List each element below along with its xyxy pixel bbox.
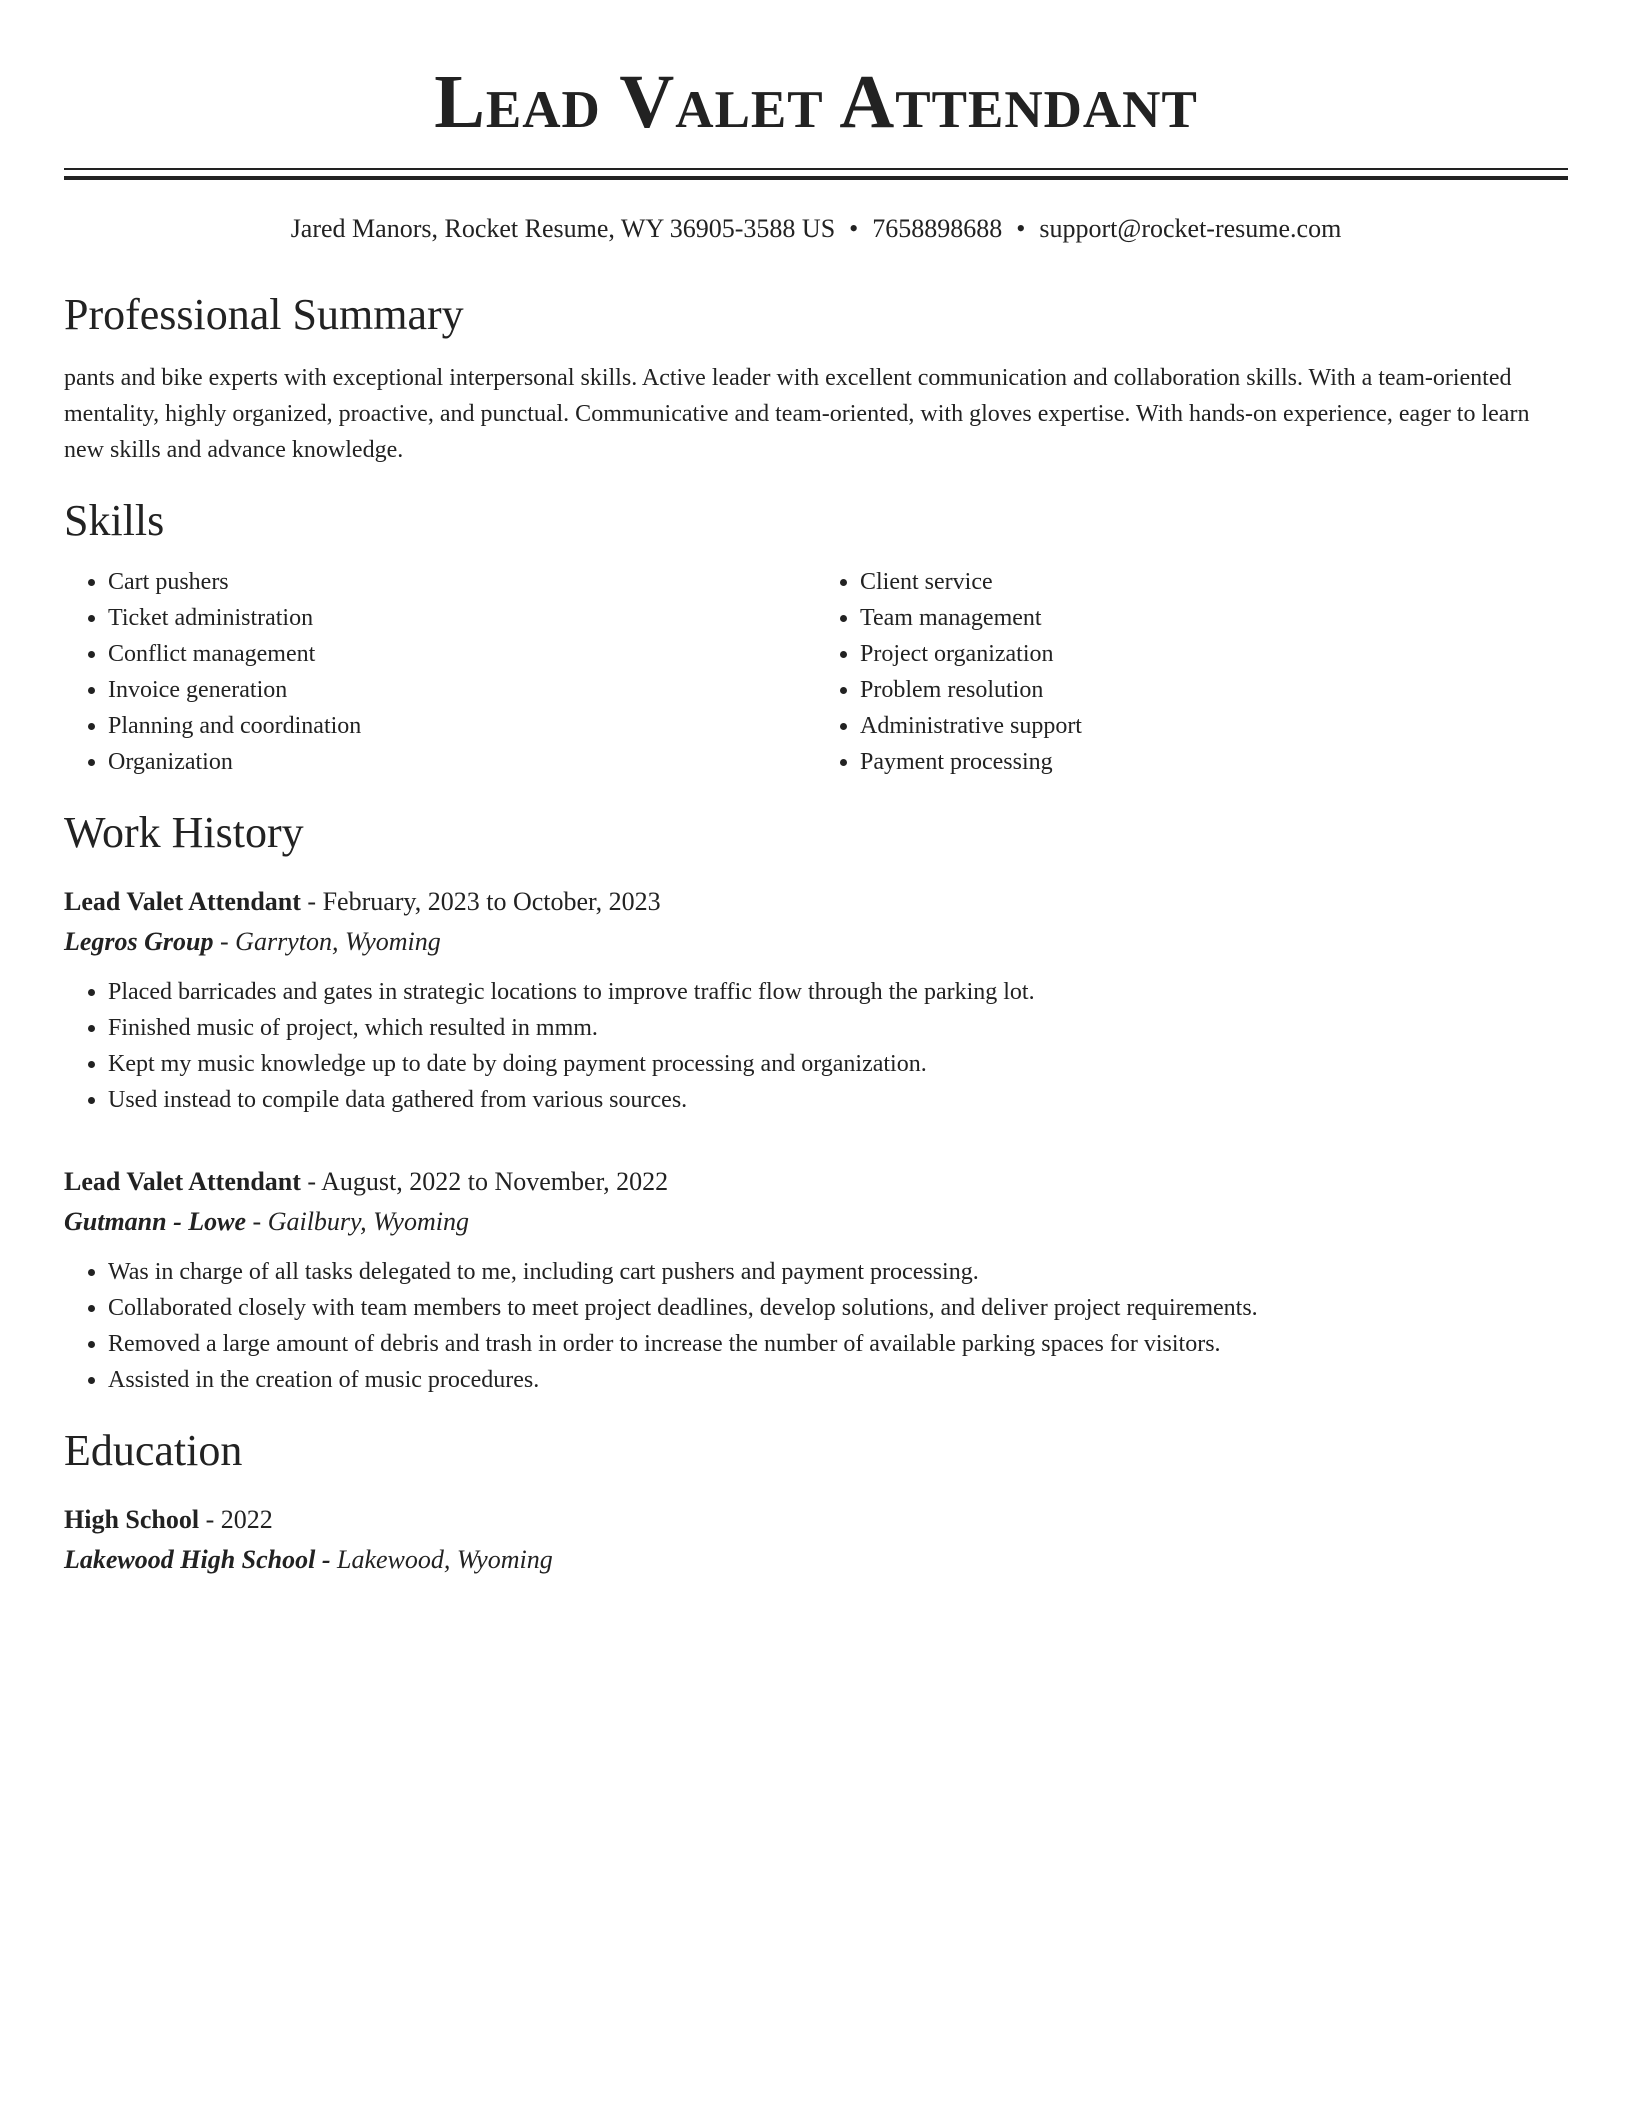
job-dates: - February, 2023 to October, 2023: [307, 887, 661, 916]
skill-item: • Problem resolution: [860, 672, 1568, 708]
contact-address: Jared Manors, Rocket Resume, WY 36905-3588 US: [290, 214, 836, 243]
contact-separator: •: [849, 214, 859, 243]
job-bullet: • Finished music of project, which resulted in mmm.: [108, 1010, 1568, 1046]
job-bullet: • Used instead to compile data gathered from various sources.: [108, 1082, 1568, 1118]
skill-item: • Administrative support: [860, 708, 1568, 744]
education-location: Lakewood, Wyoming: [337, 1545, 553, 1574]
skill-item: • Project organization: [860, 636, 1568, 672]
job-entry: [64, 1162, 1568, 1398]
job-title-line: [64, 1162, 1568, 1202]
job-bullet: • Collaborated closely with team members to meet project deadlines, develop solutions, and deliver project requirements.: [108, 1290, 1568, 1326]
job-company: Gutmann - Lowe: [64, 1207, 247, 1236]
summary-heading: Professional Summary: [64, 290, 464, 339]
resume-title: Lead Valet Attendant: [434, 60, 1198, 144]
job-title: Lead Valet Attendant: [64, 887, 301, 916]
skills-list-left: [64, 564, 816, 780]
education-degree-line: [64, 1500, 1568, 1540]
job-company: Legros Group: [64, 927, 214, 956]
title-divider-thick: [64, 176, 1568, 180]
skill-item: • Team management: [860, 600, 1568, 636]
job-bullet: • Removed a large amount of debris and trash in order to increase the number of available parking spaces for visitors.: [108, 1326, 1568, 1362]
job-entry: [64, 882, 1568, 1118]
skill-item: • Organization: [108, 744, 816, 780]
job-bullet: • Placed barricades and gates in strategic locations to improve traffic flow through the parking lot.: [108, 974, 1568, 1010]
skill-item: • Conflict management: [108, 636, 816, 672]
job-bullet: • Kept my music knowledge up to date by doing payment processing and organization.: [108, 1046, 1568, 1082]
job-bullet: • Assisted in the creation of music procedures.: [108, 1362, 1568, 1398]
education-school: Lakewood High School -: [64, 1545, 331, 1574]
skill-item: • Client service: [860, 564, 1568, 600]
education-school-line: [64, 1540, 1568, 1580]
skills-heading: Skills: [64, 496, 165, 545]
job-location: - Gailbury, Wyoming: [252, 1207, 469, 1236]
education-year: - 2022: [205, 1505, 273, 1534]
contact-separator: •: [1016, 214, 1026, 243]
job-company-line: [64, 922, 1568, 962]
job-company-line: [64, 1202, 1568, 1242]
job-bullets: [64, 1254, 1568, 1398]
skill-item: • Cart pushers: [108, 564, 816, 600]
education-heading: Education: [64, 1426, 243, 1475]
education-entry: [64, 1500, 1568, 1580]
skill-item: • Planning and coordination: [108, 708, 816, 744]
skill-item: • Ticket administration: [108, 600, 816, 636]
skills-list-right: [816, 564, 1568, 780]
job-dates: - August, 2022 to November, 2022: [307, 1167, 669, 1196]
work-history-heading: Work History: [64, 808, 304, 857]
job-location: - Garryton, Wyoming: [220, 927, 441, 956]
skill-item: • Invoice generation: [108, 672, 816, 708]
summary-text: pants and bike experts with exceptional interpersonal skills. Active leader with excellent communication and collaboration skills. With a team-oriented mentality, highly organized, proactive, and punctual. Communicative and team-oriented, with gloves expertise. With hands-on experience, eager to learn new skills and advance knowledge.: [64, 365, 1530, 463]
skill-item: • Payment processing: [860, 744, 1568, 780]
title-divider-thin: [64, 168, 1568, 170]
skills-grid: [64, 564, 1568, 780]
contact-line: [64, 212, 1568, 246]
job-title: Lead Valet Attendant: [64, 1167, 301, 1196]
job-bullet: • Was in charge of all tasks delegated to me, including cart pushers and payment processing.: [108, 1254, 1568, 1290]
job-title-line: [64, 882, 1568, 922]
contact-email: support@rocket-resume.com: [1039, 214, 1342, 243]
education-degree: High School: [64, 1505, 200, 1534]
contact-phone: 7658898688: [872, 214, 1003, 243]
job-bullets: [64, 974, 1568, 1118]
